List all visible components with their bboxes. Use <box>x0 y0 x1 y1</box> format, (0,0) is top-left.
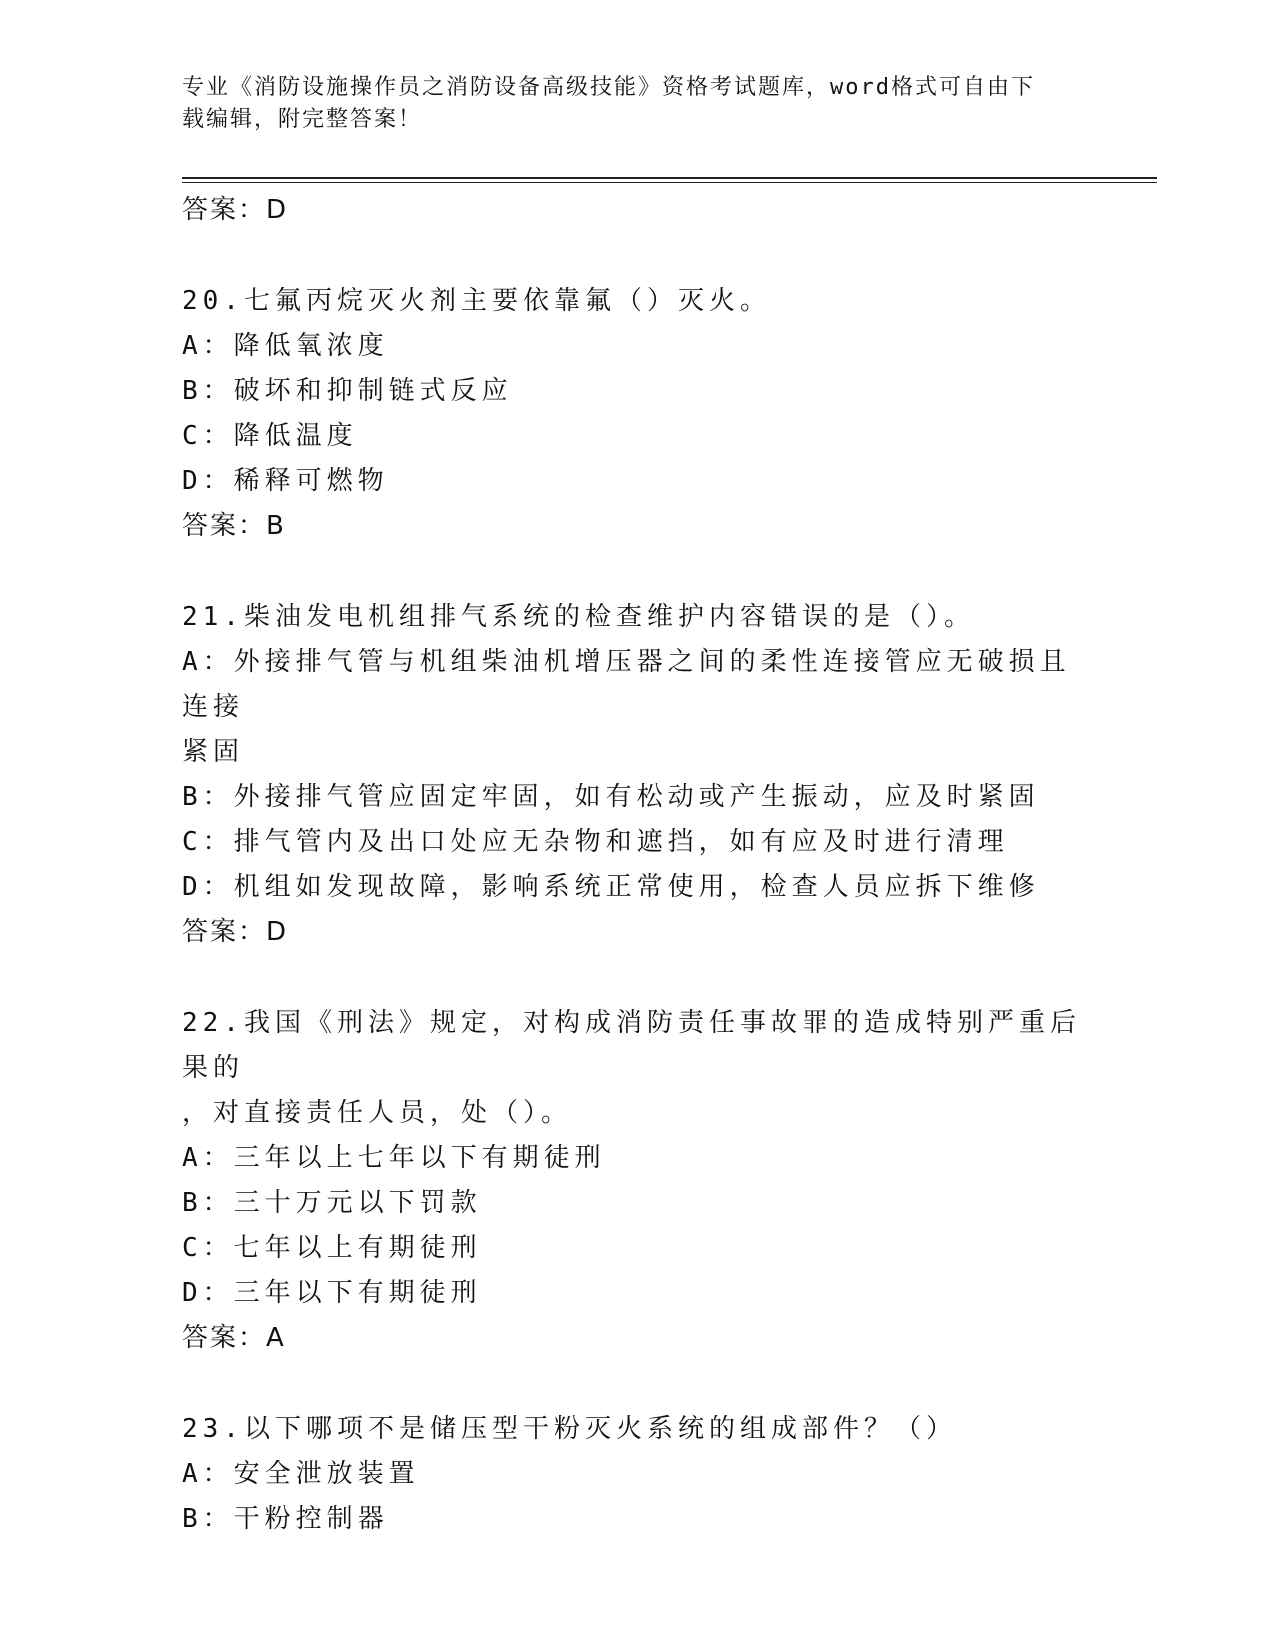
option-b: B：外接排气管应固定牢固，如有松动或产生振动，应及时紧固 <box>182 782 1040 812</box>
option-d: D：机组如发现故障，影响系统正常使用，检查人员应拆下维修 <box>182 872 1040 902</box>
spacer <box>182 232 1082 279</box>
answer-line: 答案：A <box>182 1323 286 1353</box>
header-line-1: 专业《消防设施操作员之消防设备高级技能》资格考试题库，word格式可自由下 <box>182 75 1035 100</box>
option-a: A：安全泄放装置 <box>182 1459 420 1489</box>
spacer <box>182 548 1082 595</box>
question-block <box>182 595 1082 954</box>
spacer <box>182 954 1082 1001</box>
header-divider-thin <box>182 182 1157 183</box>
document-header <box>182 72 1062 136</box>
question-stem-continued: ，对直接责任人员，处（）。 <box>182 1098 573 1128</box>
option-d: D：稀释可燃物 <box>182 466 389 496</box>
header-line-2: 载编辑，附完整答案！ <box>182 107 423 132</box>
option-d: D：三年以下有期徒刑 <box>182 1278 482 1308</box>
option-c: C：降低温度 <box>182 421 358 451</box>
question-block <box>182 1407 1082 1542</box>
option-b: B：三十万元以下罚款 <box>182 1188 482 1218</box>
question-block <box>182 1001 1082 1360</box>
option-c: C：七年以上有期徒刑 <box>182 1233 482 1263</box>
option-b: B：干粉控制器 <box>182 1504 389 1534</box>
question-stem: 23.以下哪项不是储压型干粉灭火系统的组成部件？（） <box>182 1414 957 1444</box>
header-divider-thick <box>182 177 1157 179</box>
option-b: B：破坏和抑制链式反应 <box>182 376 513 406</box>
question-block <box>182 279 1082 548</box>
option-a: A：外接排气管与机组柴油机增压器之间的柔性连接管应无破损且连接 <box>182 647 1071 722</box>
answer-line: 答案：D <box>182 917 289 947</box>
answer-line: 答案：B <box>182 511 286 541</box>
option-a: A：降低氧浓度 <box>182 331 389 361</box>
document-body <box>182 188 1082 1542</box>
option-a-continued: 紧固 <box>182 737 245 767</box>
question-stem: 20.七氟丙烷灭火剂主要依靠氟（）灭火。 <box>182 286 771 316</box>
answer-line: 答案：D <box>182 195 289 225</box>
option-a: A：三年以上七年以下有期徒刑 <box>182 1143 606 1173</box>
question-stem: 22.我国《刑法》规定，对构成消防责任事故罪的造成特别严重后果的 <box>182 1008 1081 1083</box>
option-c: C：排气管内及出口处应无杂物和遮挡，如有应及时进行清理 <box>182 827 1009 857</box>
question-stem: 21.柴油发电机组排气系统的检查维护内容错误的是（）。 <box>182 602 975 632</box>
spacer <box>182 1360 1082 1407</box>
